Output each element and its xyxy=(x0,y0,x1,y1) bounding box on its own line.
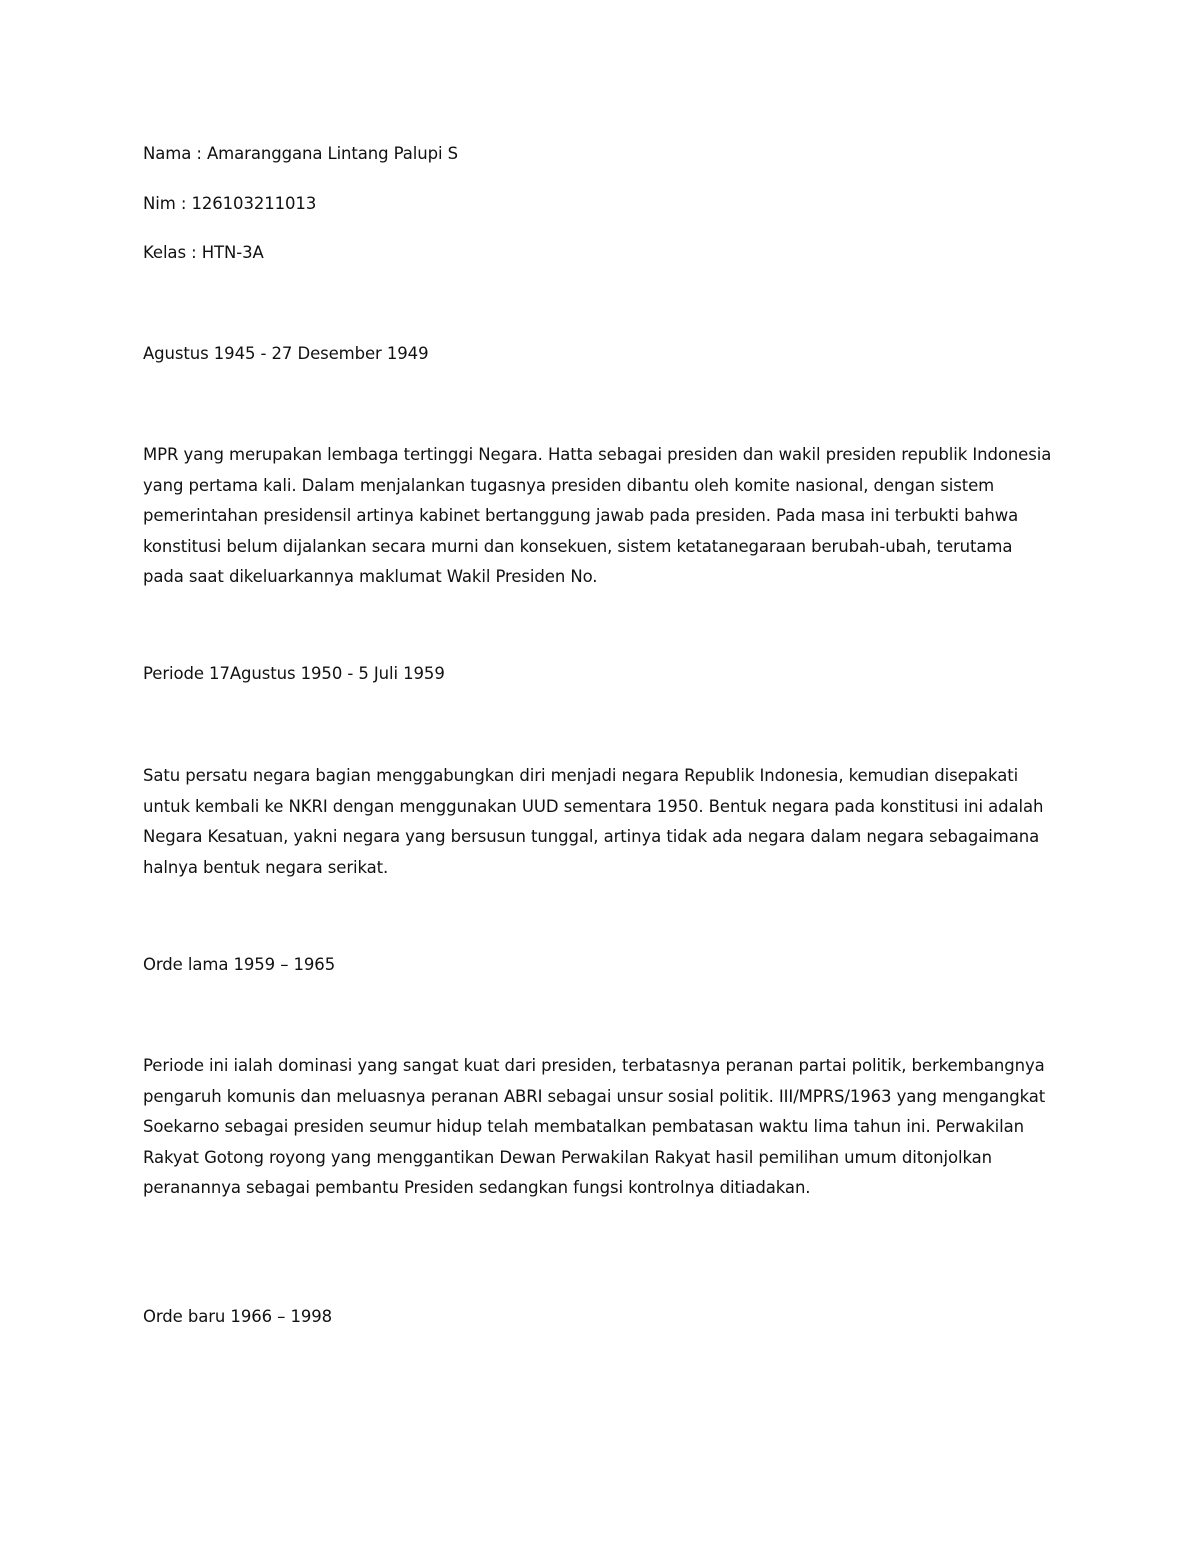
student-nim: Nim : 126103211013 xyxy=(143,194,317,213)
section-paragraph: Satu persatu negara bagian menggabungkan diri menjadi negara Republik Indonesia, kemudian disepakati untuk kembali ke NKRI dengan menggunakan UUD sementara 1950. Bentuk negara pada konstitusi ini adalah Negara Kesatuan, yakni negara yang bersusun tunggal, artinya tidak ada negara dalam negara sebagaimana halnya bentuk negara serikat. xyxy=(143,766,1044,877)
section-heading: Orde baru 1966 – 1998 xyxy=(143,1307,333,1326)
section-heading: Periode 17Agustus 1950 - 5 Juli 1959 xyxy=(143,664,445,683)
section-heading: Agustus 1945 - 27 Desember 1949 xyxy=(143,344,429,363)
section-paragraph: Periode ini ialah dominasi yang sangat kuat dari presiden, terbatasnya peranan partai politik, berkembangnya pengaruh komunis dan meluasnya peranan ABRI sebagai unsur sosial politik. III/MPRS/1963 yang mengangkat Soekarno sebagai presiden seumur hidup telah membatalkan pembatasan waktu lima tahun ini. Perwakilan Rakyat Gotong royong yang menggantikan Dewan Perwakilan Rakyat hasil pemilihan umum ditonjolkan peranannya sebagai pembantu Presiden sedangkan fungsi kontrolnya ditiadakan. xyxy=(143,1056,1046,1197)
student-name: Nama : Amaranggana Lintang Palupi S xyxy=(143,144,459,163)
student-class: Kelas : HTN-3A xyxy=(143,243,264,262)
section-paragraph: MPR yang merupakan lembaga tertinggi Negara. Hatta sebagai presiden dan wakil presiden republik Indonesia yang pertama kali. Dalam menjalankan tugasnya presiden dibantu oleh komite nasional, dengan sistem pemerintahan presidensil artinya kabinet bertanggung jawab pada presiden. Pada masa ini terbukti bahwa konstitusi belum dijalankan secara murni dan konsekuen, sistem ketatanegaraan berubah-ubah, terutama pada saat dikeluarkannya maklumat Wakil Presiden No. xyxy=(143,445,1052,586)
section-heading: Orde lama 1959 – 1965 xyxy=(143,955,336,974)
